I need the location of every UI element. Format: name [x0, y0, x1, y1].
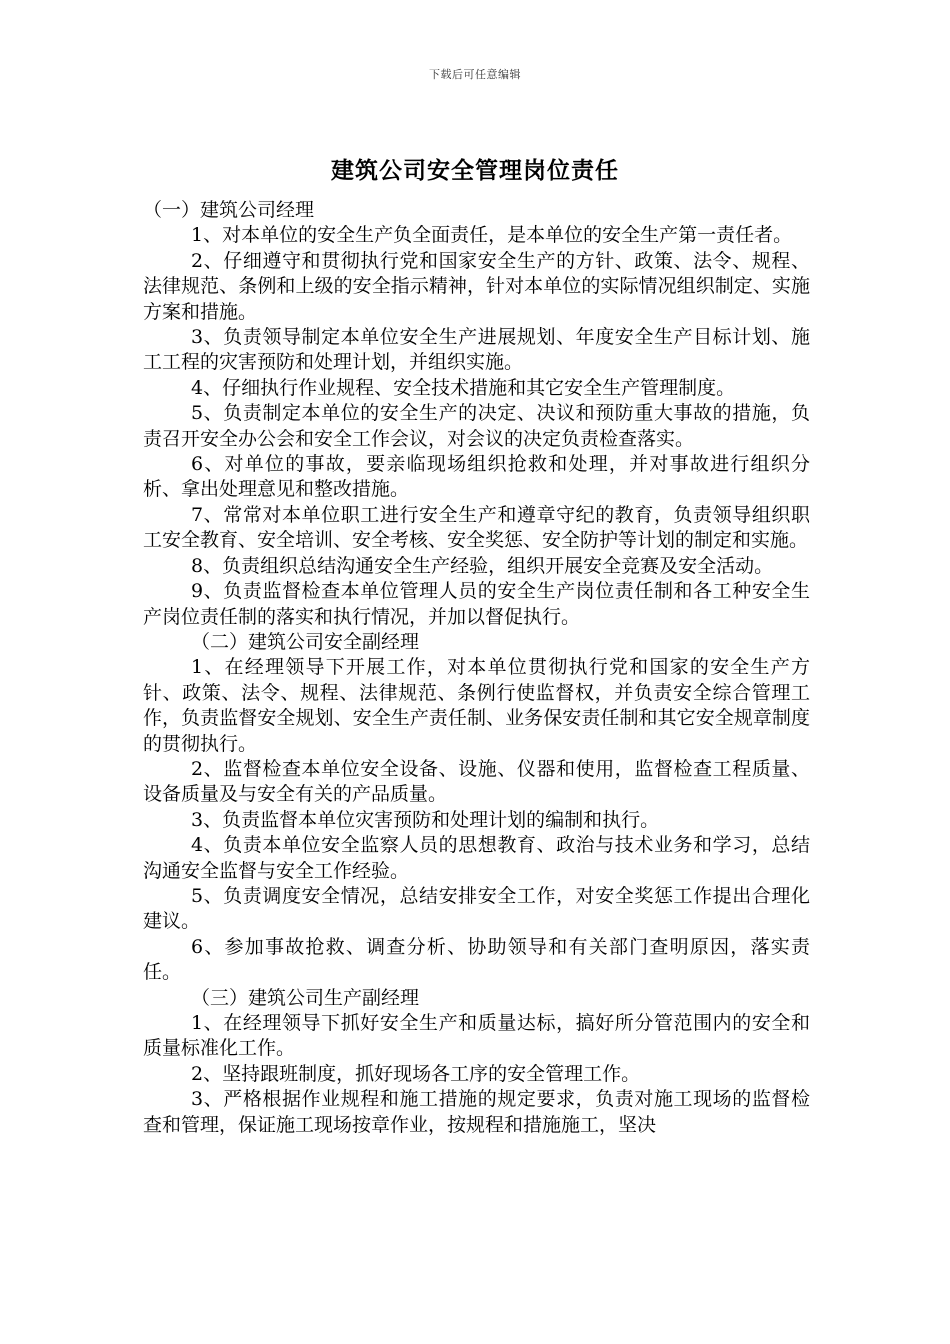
- list-item: 2、仔细遵守和贯彻执行党和国家安全生产的方针、政策、法令、规程、法律规范、条例和上级的安全指示精神，针对本单位的实际情况组织制定、实施方案和措施。: [143, 249, 810, 323]
- document-body: [143, 198, 810, 1138]
- list-item: 8、负责组织总结沟通安全生产经验，组织开展安全竞赛及安全活动。: [191, 554, 774, 577]
- list-item: 6、参加事故抢救、调查分析、协助领导和有关部门查明原因，落实责任。: [143, 935, 810, 984]
- list-item: 9、负责监督检查本单位管理人员的安全生产岗位责任制和各工种安全生产岗位责任制的落实和执行情况，并加以督促执行。: [143, 580, 810, 628]
- page-title: 建筑公司安全管理岗位责任: [331, 157, 619, 184]
- list-item: 5、负责调度安全情况，总结安排安全工作，对安全奖惩工作提出合理化建议。: [143, 884, 810, 933]
- list-item: 2、监督检查本单位安全设备、设施、仪器和使用，监督检查工程质量、设备质量及与安全有关的产品质量。: [143, 757, 810, 806]
- list-item: 5、负责制定本单位的安全生产的决定、决议和预防重大事故的措施，负责召开安全办公会和安全工作会议，对会议的决定负责检查落实。: [143, 402, 810, 450]
- list-item: 1、在经理领导下开展工作，对本单位贯彻执行党和国家的安全生产方针、政策、法令、规程、法律规范、条例行使监督权，并负责安全综合管理工作，负责监督安全规划、安全生产责任制、业务保安责任制和其它安全规章制度的贯彻执行。: [143, 656, 810, 755]
- list-item: 4、仔细执行作业规程、安全技术措施和其它安全生产管理制度。: [191, 376, 736, 399]
- header-note: 下载后可任意编辑: [429, 68, 521, 81]
- list-item: 6、对单位的事故，要亲临现场组织抢救和处理，并对事故进行组织分析、拿出处理意见和整改措施。: [143, 453, 810, 501]
- section-heading: （一）建筑公司经理: [143, 199, 315, 221]
- list-item: 7、常常对本单位职工进行安全生产和遵章守纪的教育，负责领导组织职工安全教育、安全培训、安全考核、安全奖惩、安全防护等计划的制定和实施。: [143, 503, 810, 552]
- list-item: 1、在经理领导下抓好安全生产和质量达标，搞好所分管范围内的安全和质量标准化工作。: [143, 1012, 810, 1060]
- list-item: 3、负责领导制定本单位安全生产进展规划、年度安全生产目标计划、施工工程的灾害预防和处理计划，并组织实施。: [143, 326, 810, 374]
- section-heading: （三）建筑公司生产副经理: [191, 986, 420, 1009]
- section-heading: （二）建筑公司安全副经理: [191, 630, 420, 653]
- list-item: 4、负责本单位安全监察人员的思想教育、政治与技术业务和学习，总结沟通安全监督与安全工作经验。: [143, 834, 810, 882]
- list-item: 1、对本单位的安全生产负全面责任，是本单位的安全生产第一责任者。: [191, 224, 793, 247]
- list-item: 3、负责监督本单位灾害预防和处理计划的编制和执行。: [191, 808, 660, 831]
- list-item: 3、严格根据作业规程和施工措施的规定要求，负责对施工现场的监督检查和管理，保证施工现场按章作业，按规程和措施施工，坚决: [143, 1088, 810, 1136]
- list-item: 2、坚持跟班制度，抓好现场各工序的安全管理工作。: [191, 1062, 641, 1085]
